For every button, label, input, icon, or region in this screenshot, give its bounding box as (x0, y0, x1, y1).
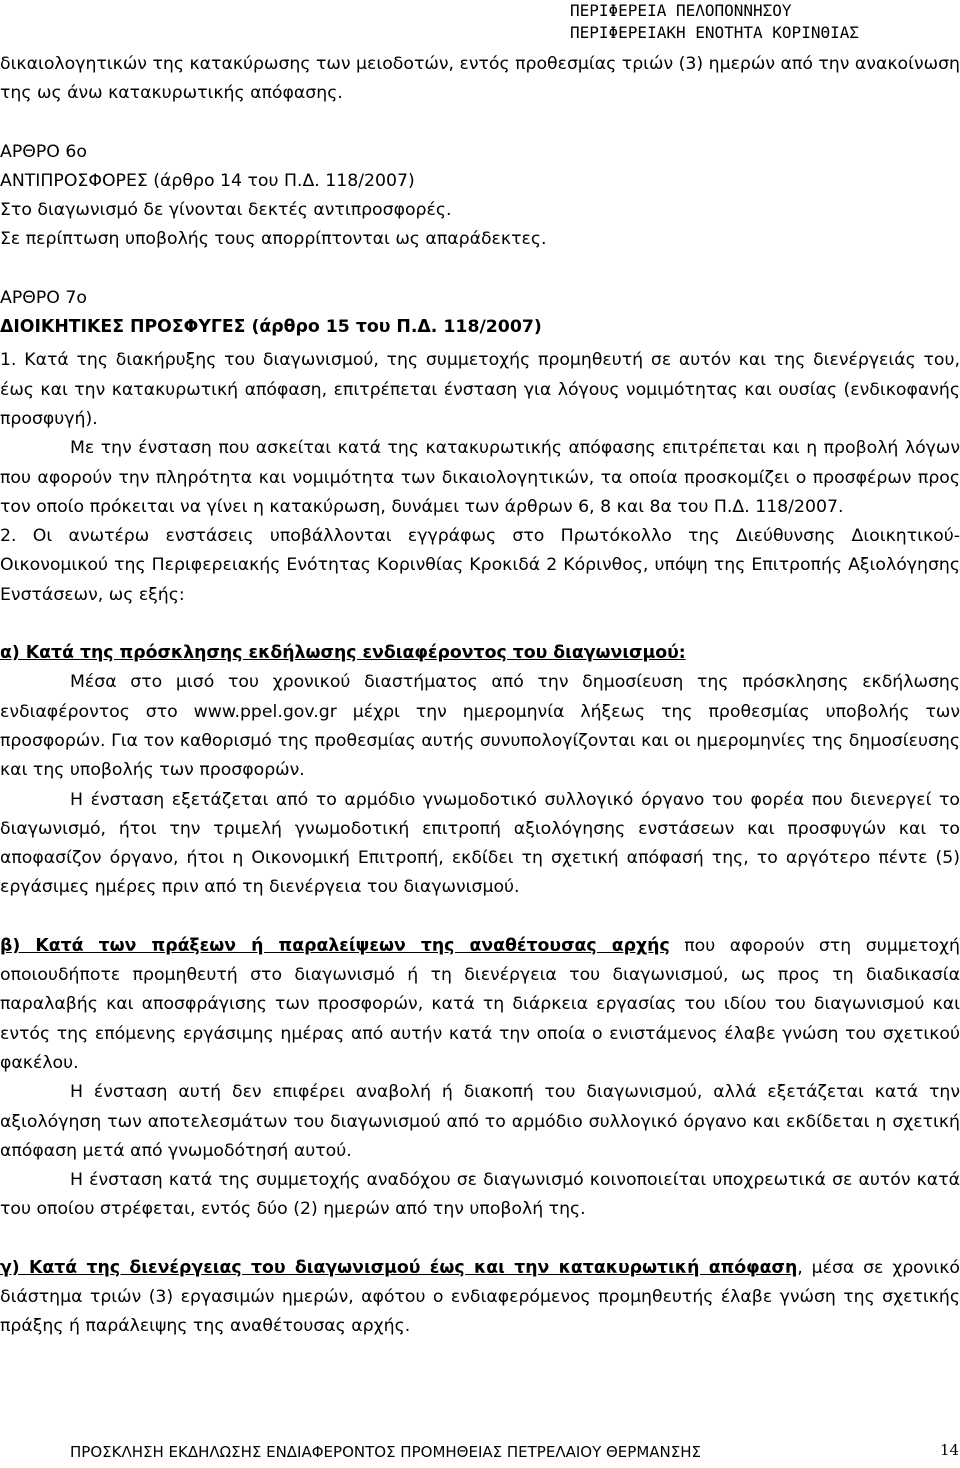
document-body (0, 50, 960, 1342)
section-c-rest: , μέσα σε χρονικό διάστημα τριών (3) εργασιμών ημερών, αφότου ο ενδιαφερόμενος προμηθευτής έλαβε γνώση της σχετικής πράξης ή παράλειψης της αναθέτουσας αρχής. (0, 1257, 960, 1337)
section-c-paragraph (0, 1254, 960, 1342)
intro-paragraph: δικαιολογητικών της κατακύρωσης των μειοδοτών, εντός προθεσμίας τριών (3) ημερών από την ανακοίνωση της ως άνω κατακυρωτικής απόφασης. (0, 54, 960, 104)
section-b-title: β) Κατά των πράξεων ή παραλείψεων της αναθέτουσας αρχής (0, 935, 670, 956)
paragraph-2: 2. Οι ανωτέρω ενστάσεις υποβάλλονται εγγράφως στο Πρωτόκολλο της Διεύθυνσης Διοικητικού- Οικονομικού της Περιφερειακής Ενότητας Κορινθίας Κροκιδά 2 Κόρινθος, υπόψη της Επιτροπής Αξιολόγησης Ενστάσεων, ως εξής: (0, 526, 960, 605)
header-regional-unit: ΠΕΡΙΦΕΡΕΙΑΚΗ ΕΝΟΤΗΤΑ ΚΟΡΙΝΘΙΑΣ (570, 23, 859, 42)
section-a-paragraph-2: Η ένσταση εξετάζεται από το αρμόδιο γνωμοδοτικό συλλογικό όργανο του φορέα που διενεργεί το διαγωνισμό, ήτοι την τριμελή γνωμοδοτική επιτροπή αξιολόγησης ενστάσεων και προσφυγών και το αποφασίζον όργανο, ήτοι η Οικονομική Επιτροπή, εκδίδει τη σχετική απόφασή της, το αργότερο πέντε (5) εργάσιμες ημέρες πριν από τη διενέργεια του διαγωνισμού. (0, 789, 960, 898)
section-a-title: α) Κατά της πρόσκλησης εκδήλωσης ενδιαφέροντος του διαγωνισμού: (0, 643, 686, 664)
page-footer (70, 1442, 960, 1462)
section-b-paragraph-1 (0, 932, 960, 1078)
paragraph-1: 1. Κατά της διακήρυξης του διαγωνισμού, της συμμετοχής προμηθευτή σε αυτόν και της διενέργειάς του, έως και την κατακυρωτική απόφαση, επιτρέπεται ένσταση για λόγους νομιμότητας και ουσίας (ενδικοφανής προσφυγή). (0, 350, 960, 429)
section-b-paragraph-3: Η ένσταση κατά της συμμετοχής αναδόχου σε διαγωνισμό κοινοποιείται υποχρεωτικά σε αυτόν κατά του οποίου στρέφεται, εντός δύο (2) ημερών από την υποβολή της. (0, 1170, 960, 1220)
section-b-paragraph-2: Η ένσταση αυτή δεν επιφέρει αναβολή ή διακοπή του διαγωνισμού, αλλά εξετάζεται κατά την αξιολόγηση των αποτελεσμάτων του διαγωνισμού από το αρμόδιο συλλογικό όργανο και εκδίδεται η σχετική απόφαση μετά από γνωμοδότησή αυτού. (0, 1082, 960, 1161)
article-7-subtitle: ΔΙΟΙΚΗΤΙΚΕΣ ΠΡΟΣΦΥΓΕΣ (άρθρο 15 του Π.Δ. 118/2007) (0, 317, 542, 338)
page-header (570, 0, 960, 44)
article-7-title: ΑΡΘΡΟ 7ο (0, 287, 87, 308)
footer-title: ΠΡΟΣΚΛΗΣΗ ΕΚΔΗΛΩΣΗΣ ΕΝΔΙΑΦΕΡΟΝΤΟΣ ΠΡΟΜΗΘΕΙΑΣ ΠΕΤΡΕΛΑΙΟΥ ΘΕΡΜΑΝΣΗΣ (70, 1443, 701, 1461)
header-region: ΠΕΡΙΦΕΡΕΙΑ ΠΕΛΟΠΟΝΝΗΣΟΥ (570, 1, 792, 20)
article-6-paragraph-1: Στο διαγωνισμό δε γίνονται δεκτές αντιπροσφορές. (0, 200, 452, 221)
paragraph-1b: Με την ένσταση που ασκείται κατά της κατακυρωτικής απόφασης επιτρέπεται και η προβολή λόγων που αφορούν την πληρότητα και νομιμότητα των δικαιολογητικών, τα οποία προσκομίζει ο προσφέρων προς τον οποίο πρόκειται να γίνει η κατακύρωση, δυνάμει των άρθρων 6, 8 και 8α του Π.Δ. 118/2007. (0, 438, 960, 517)
section-c-title: γ) Κατά της διενέργειας του διαγωνισμού έως και την κατακυρωτική απόφαση (0, 1257, 798, 1278)
article-6-paragraph-2: Σε περίπτωση υποβολής τους απορρίπτονται ως απαράδεκτες. (0, 229, 547, 250)
article-6-subtitle: ΑΝΤΙΠΡΟΣΦΟΡΕΣ (άρθρο 14 του Π.Δ. 118/2007) (0, 170, 415, 191)
article-6-title: ΑΡΘΡΟ 6ο (0, 141, 87, 162)
section-b-rest: που αφορούν στη συμμετοχή οποιουδήποτε προμηθευτή στο διαγωνισμό ή τη διενέργεια του διαγωνισμού, ως προς τη διαδικασία παραλαβής και αποσφράγισης των προσφορών, κατά τη διάρκεια εργασίας του ιδίου του διαγωνισμού και εντός της επόμενης εργάσιμης ημέρας από αυτήν κατά την οποία ο ενιστάμενος έλαβε γνώση του σχετικού φακέλου. (0, 935, 960, 1073)
page-number: 14 (940, 1441, 960, 1459)
section-a-paragraph-1: Μέσα στο μισό του χρονικού διαστήματος από την δημοσίευση της πρόσκλησης εκδήλωσης ενδιαφέροντος στο www.ppel.gov.gr μέχρι την ημερομηνία λήξεως της προθεσμίας υποβολής των προσφορών. Για τον καθορισμό της προθεσμίας αυτής συνυπολογίζονται και οι ημερομηνίες της δημοσίευσης και της υποβολής των προσφορών. (0, 672, 960, 781)
